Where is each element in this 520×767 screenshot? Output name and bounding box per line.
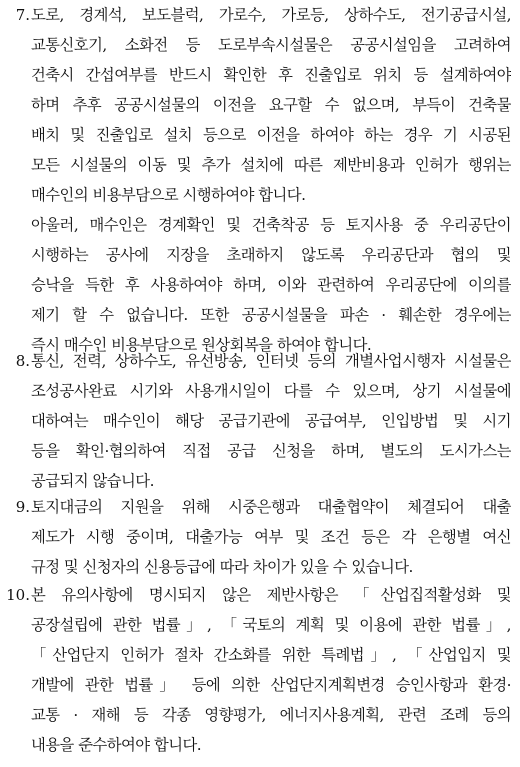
text-line: 교통신호기, 소화전 등 도로부속시설물은 공공시설임을 고려하여 (31, 36, 511, 54)
text-line: 통신, 전력, 상하수도, 유선방송, 인터넷 등의 개별사업시행자 시설물은 (31, 352, 511, 370)
item-number: 7. (15, 6, 30, 24)
text-line: 개발에 관한 법률」 등에 의한 산업단지계획변경 승인사항과 환경· (31, 676, 511, 694)
text-line: 승낙을 득한 후 사용하여야 하며, 이와 관련하여 우리공단에 이의를 (31, 276, 511, 294)
text-line: 본 유의사항에 명시되지 않은 제반사항은 「산업집적활성화 및 (31, 586, 511, 604)
text-line: 하며 추후 공공시설물의 이전을 요구할 수 없으며, 부득이 건축물 (31, 96, 511, 114)
text-line: 배치 및 진출입로 설치 등으로 이전을 하여야 하는 경우 기 시공된 (31, 126, 511, 144)
text-line: 공급되지 않습니다. (31, 472, 154, 490)
text-line: 「산업단지 인허가 절차 간소화를 위한 특례법」, 「산업입지 및 (31, 646, 511, 664)
text-line: 토지대금의 지원을 위해 시중은행과 대출협약이 체결되어 대출 (31, 498, 511, 516)
text-line: 모든 시설물의 이동 및 추가 설치에 따른 제반비용과 인허가 행위는 (31, 156, 511, 174)
item-number: 9. (15, 498, 30, 516)
text-line: 대하여는 매수인이 해당 공급기관에 공급여부, 인입방법 및 시기 (31, 412, 511, 430)
text-line: 내용을 준수하여야 합니다. (31, 736, 202, 754)
text-line: 아울러, 매수인은 경계확인 및 건축착공 등 토지사용 중 우리공단이 (31, 216, 511, 234)
text-line: 매수인의 비용부담으로 시행하여야 합니다. (31, 186, 306, 204)
text-line: 건축시 간섭여부를 반드시 확인한 후 진출입로 위치 등 설계하여야 (31, 66, 511, 84)
item-text (31, 346, 511, 496)
text-line: 조성공사완료 시기와 사용개시일이 다를 수 있으며, 상기 시설물에 (31, 382, 511, 400)
text-line: 공장설립에 관한 법률」, 「국토의 계획 및 이용에 관한 법률」, (31, 616, 511, 634)
text-line: 규정 및 신청자의 신용등급에 따라 차이가 있을 수 있습니다. (31, 558, 413, 576)
text-line: 도로, 경계석, 보도블럭, 가로수, 가로등, 상하수도, 전기공급시설, (31, 6, 511, 24)
text-line: 즉시 매수인 비용부담으로 원상회복을 하여야 합니다. (31, 336, 372, 354)
text-line: 제기 할 수 없습니다. 또한 공공시설물을 파손 · 훼손한 경우에는 (31, 306, 511, 324)
item-text (31, 492, 511, 582)
text-line: 시행하는 공사에 지장을 초래하지 않도록 우리공단과 협의 및 (31, 246, 511, 264)
text-line: 등을 확인·협의하여 직접 공급 신청을 하며, 별도의 도시가스는 (31, 442, 511, 460)
text-line: 교통 · 재해 등 각종 영향평가, 에너지사용계획, 관련 조례 등의 (31, 706, 511, 724)
item-text (31, 580, 511, 760)
item-number: 10. (6, 586, 30, 604)
text-line: 제도가 시행 중이며, 대출가능 여부 및 조건 등은 각 은행별 여신 (31, 528, 511, 546)
item-number: 8. (15, 352, 30, 370)
item-text (31, 0, 511, 360)
